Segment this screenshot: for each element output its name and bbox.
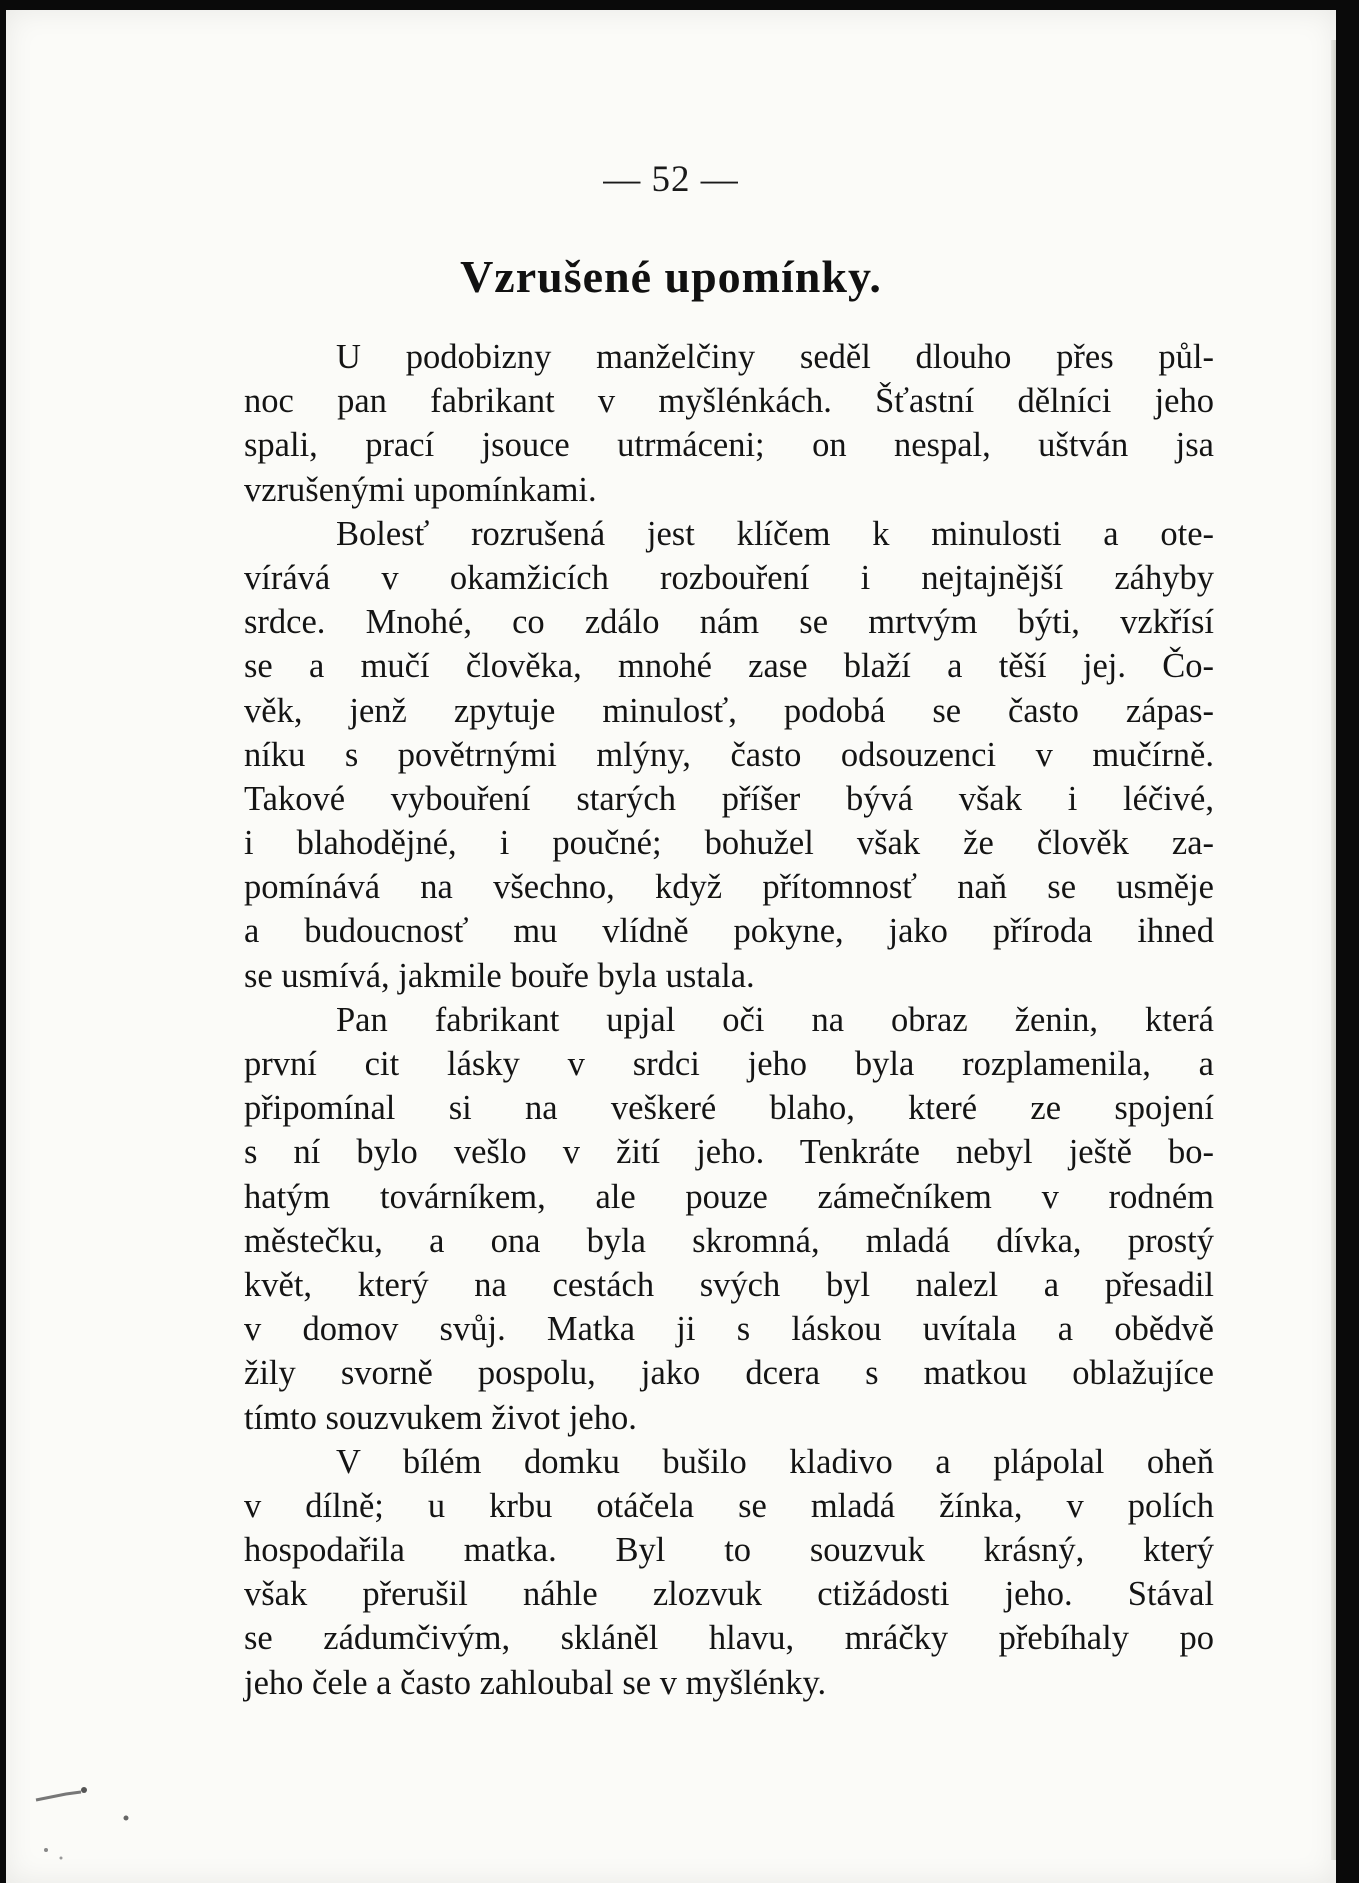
text-line: a budoucnosť mu vlídně pokyne, jako příroda ihned: [244, 912, 1214, 951]
paragraph: [244, 998, 1214, 1440]
text-line: srdce. Mnohé, co zdálo nám se mrtvým býti, vzkřísí: [244, 603, 1214, 642]
text-line: se a mučí člověka, mnohé zase blaží a těší jej. Čo-: [244, 647, 1214, 686]
paragraph: [244, 335, 1214, 512]
text-line: s ní bylo vešlo v žití jeho. Tenkráte nebyl ještě bo-: [244, 1133, 1214, 1172]
text-line: však přerušil náhle zlozvuk ctižádosti jeho. Stával: [244, 1575, 1214, 1614]
text-line: vírává v okamžicích rozbouření i nejtajnější záhyby: [244, 558, 1214, 597]
body-text: [244, 335, 1214, 1705]
text-line: Bolesť rozrušená jest klíčem k minulosti a ote-: [336, 514, 1214, 553]
page-number: — 52 —: [603, 159, 739, 200]
text-line: noc pan fabrikant v myšlénkách. Šťastní dělníci jeho: [244, 382, 1214, 421]
text-line: pomínává na všechno, když přítomnosť naň se usměje: [244, 868, 1214, 907]
text-line: tímto souzvukem život jeho.: [244, 1398, 637, 1437]
book-page: [6, 10, 1336, 1883]
text-line: U podobizny manželčiny seděl dlouho přes půl-: [336, 338, 1214, 376]
text-line: vzrušenými upomínkami.: [244, 470, 597, 509]
text-line: věk, jenž zpytuje minulosť, podobá se často zápas-: [244, 691, 1214, 730]
text-line: hospodařila matka. Byl to souzvuk krásný, který: [244, 1531, 1214, 1570]
paragraph: [244, 512, 1214, 998]
text-line: v dílně; u krbu otáčela se mladá žínka, v polích: [244, 1486, 1214, 1525]
text-line: níku s povětrnými mlýny, často odsouzenci v mučírně.: [244, 735, 1214, 774]
text-line: V bílém domku bušilo kladivo a plápolal oheň: [336, 1442, 1214, 1481]
paper-specks: [26, 1770, 146, 1870]
text-line: městečku, a ona byla skromná, mladá dívka, prostý: [244, 1221, 1214, 1260]
text-line: i blahodějné, i poučné; bohužel však že člověk za-: [244, 824, 1214, 863]
text-line: první cit lásky v srdci jeho byla rozplamenila, a: [244, 1045, 1214, 1083]
text-line: v domov svůj. Matka ji s láskou uvítala a obědvě: [244, 1310, 1214, 1349]
text-line: hatým továrníkem, ale pouze zámečníkem v rodném: [244, 1177, 1214, 1216]
scan-border: [1336, 0, 1359, 1883]
text-line: spali, prací jsouce utrmáceni; on nespal, uštván jsa: [244, 426, 1214, 465]
paragraph: [244, 1440, 1214, 1705]
text-line: se zádumčivým, skláněl hlavu, mráčky přebíhaly po: [244, 1619, 1214, 1658]
text-line: Takové vybouření starých příšer bývá však i léčivé,: [244, 779, 1214, 818]
text-line: se usmívá, jakmile bouře byla ustala.: [244, 956, 755, 995]
chapter-title: Vzrušené upomínky.: [460, 251, 882, 302]
text-line: připomínal si na veškeré blaho, které ze spojení: [244, 1089, 1214, 1128]
text-line: Pan fabrikant upjal oči na obraz ženin, která: [336, 1000, 1214, 1039]
text-line: žily svorně pospolu, jako dcera s matkou oblažujíce: [244, 1354, 1214, 1393]
text-line: květ, který na cestách svých byl nalezl a přesadil: [244, 1265, 1214, 1304]
text-line: jeho čele a často zahloubal se v myšlénky.: [244, 1663, 827, 1702]
